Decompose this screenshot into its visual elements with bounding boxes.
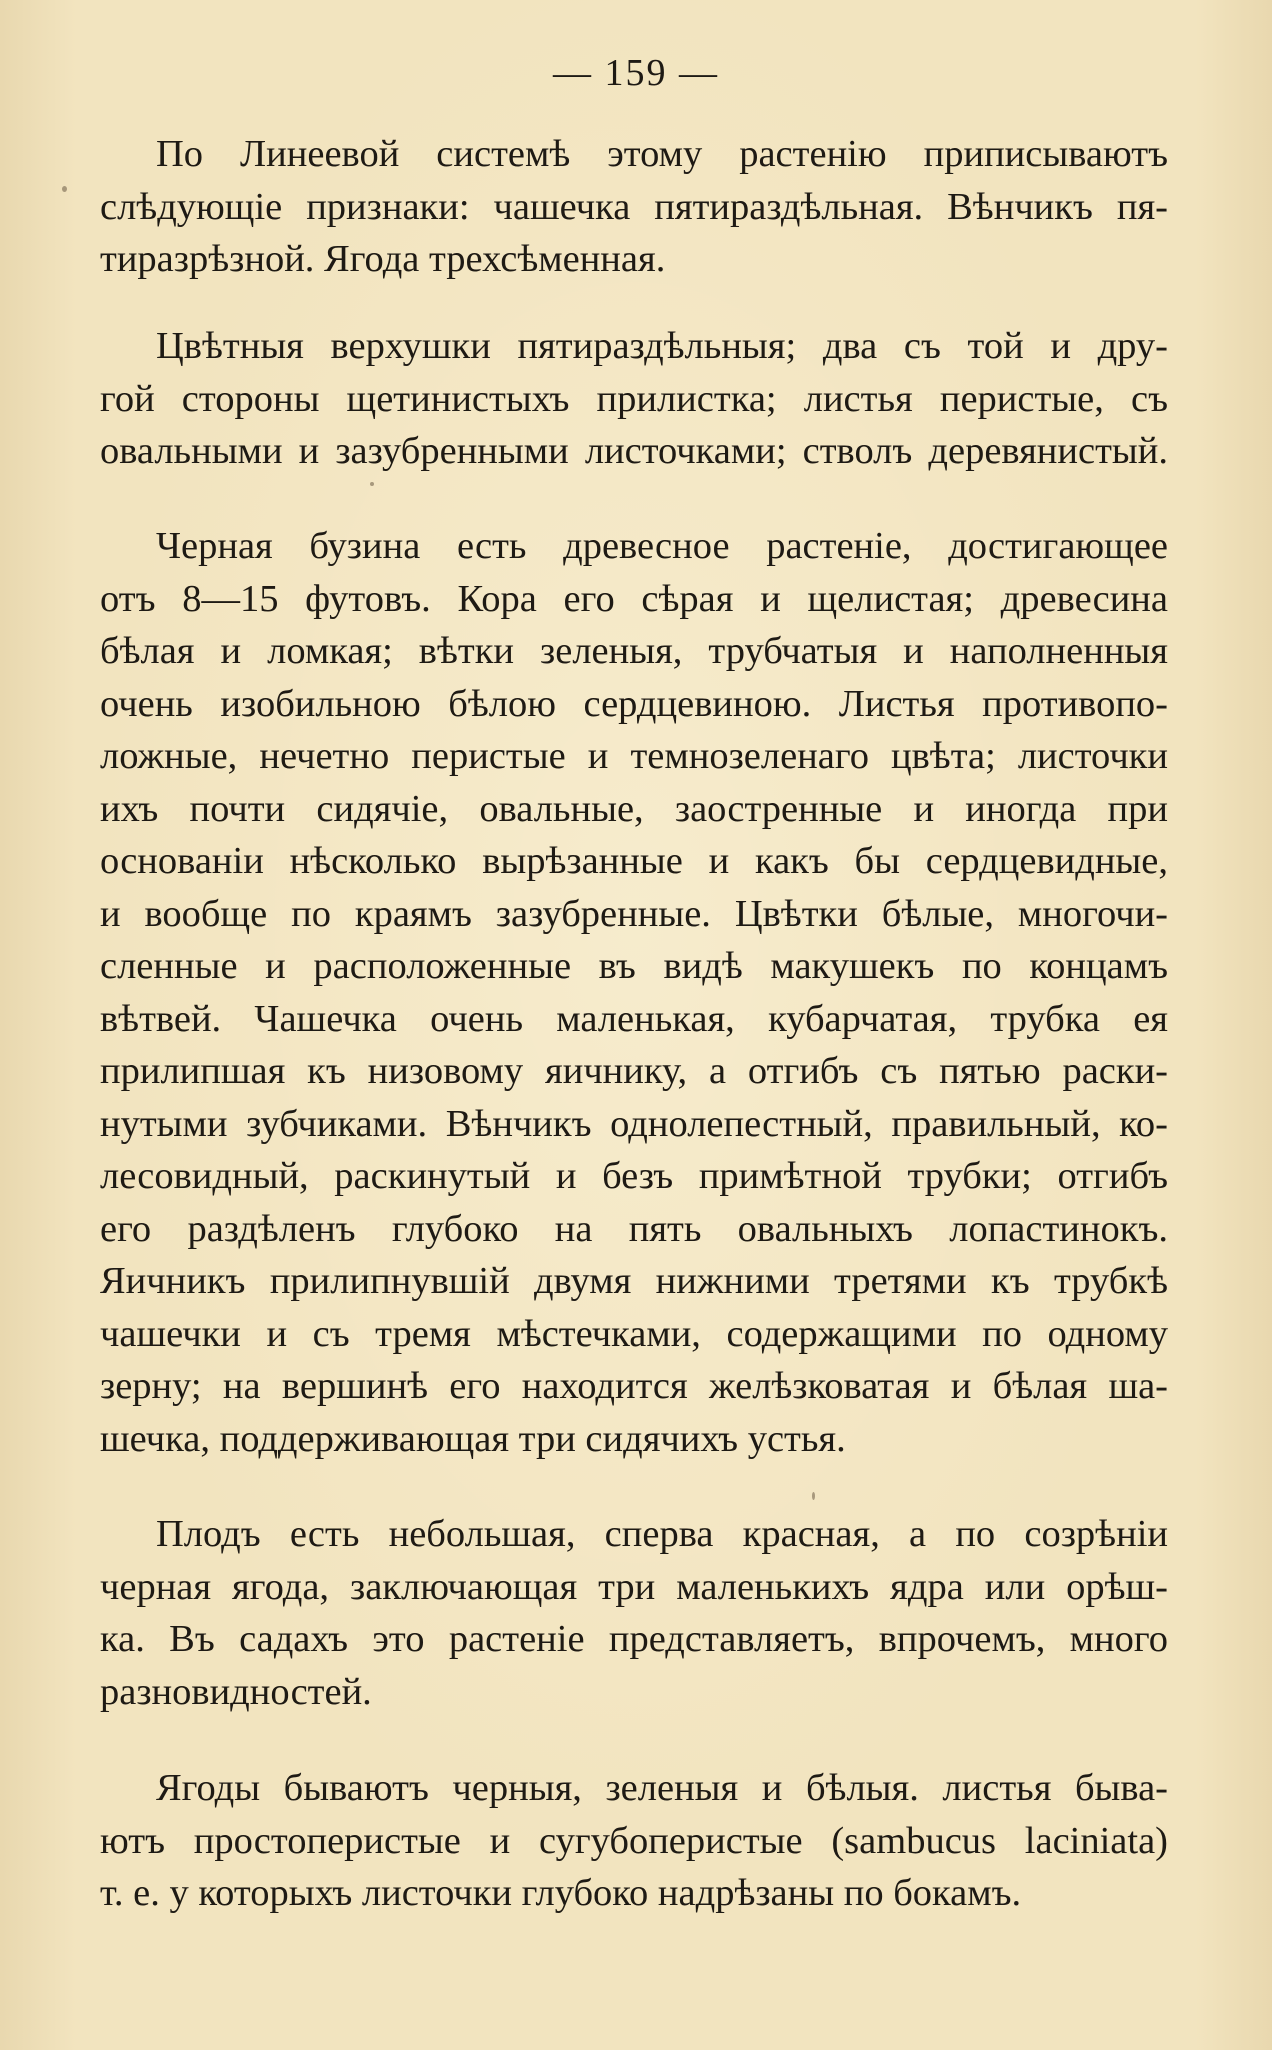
text-line: отъ 8—15 футовъ. Кора его сѣрая и щелистая; древесина bbox=[100, 577, 1168, 620]
text-line: Черная бузина есть древесное растеніе, достигающее bbox=[156, 525, 1168, 567]
text-line: ихъ почти сидячіе, овальные, заостренные и иногда при bbox=[100, 787, 1168, 830]
paper-speck bbox=[370, 482, 374, 486]
text-line: чашечки и съ тремя мѣстечками, содержащими по одному bbox=[100, 1312, 1168, 1355]
text-line: овальными и зазубренными листочками; стволъ деревянистый. bbox=[100, 430, 1168, 472]
paragraph-4 bbox=[100, 1508, 1168, 1718]
paragraph-5 bbox=[100, 1762, 1168, 1920]
text-line: основаніи нѣсколько вырѣзанные и какъ бы сердцевидные, bbox=[100, 840, 1168, 882]
text-line: его раздѣленъ глубоко на пять овальныхъ лопастинокъ. bbox=[100, 1207, 1168, 1250]
text-line: тиразрѣзной. Ягода трехсѣменная. bbox=[100, 238, 666, 280]
text-line: сленные и расположенные въ видѣ макушекъ по концамъ bbox=[100, 945, 1168, 987]
text-line: По Линеевой системѣ этому растенію приписываютъ bbox=[156, 133, 1168, 175]
text-line: ложные, нечетно перистые и темнозеленаго цвѣта; листочки bbox=[100, 735, 1168, 777]
text-line: зерну; на вершинѣ его находится желѣзковатая и бѣлая ша- bbox=[100, 1365, 1168, 1407]
page-number: — 159 — bbox=[553, 52, 719, 94]
paragraph-1 bbox=[100, 128, 1168, 286]
text-line: прилипшая къ низовому яичнику, а отгибъ съ пятью раски- bbox=[100, 1050, 1168, 1092]
text-line: черная ягода, заключающая три маленькихъ ядра или орѣш- bbox=[100, 1565, 1168, 1608]
text-line: Плодъ есть небольшая, сперва красная, а по созрѣніи bbox=[156, 1513, 1168, 1555]
text-line: и вообще по краямъ зазубренные. Цвѣтки бѣлые, многочи- bbox=[100, 892, 1168, 935]
paper-speck bbox=[812, 1492, 815, 1500]
text-line: шечка, поддерживающая три сидячихъ устья. bbox=[100, 1417, 846, 1460]
text-line: разновидностей. bbox=[100, 1670, 372, 1713]
text-line: бѣлая и ломкая; вѣтки зеленыя, трубчатыя и наполненныя bbox=[100, 630, 1168, 672]
text-line: очень изобильною бѣлою сердцевиною. Листья противопо- bbox=[100, 682, 1168, 725]
text-line: слѣдующіе признаки: чашечка пятираздѣльная. Вѣнчикъ пя- bbox=[100, 185, 1168, 228]
text-line: лесовидный, раскинутый и безъ примѣтной трубки; отгибъ bbox=[100, 1155, 1168, 1197]
text-line: ютъ простоперистые и сугубоперистые (sambucus laciniata) bbox=[100, 1819, 1168, 1862]
text-line: т. е. у которыхъ листочки глубоко надрѣзаны по бокамъ. bbox=[100, 1872, 1022, 1914]
paper-speck bbox=[62, 186, 67, 192]
text-line: гой стороны щетинистыхъ прилистка; листья перистые, съ bbox=[100, 377, 1168, 420]
text-line: нутыми зубчиками. Вѣнчикъ однолепестный, правильный, ко- bbox=[100, 1102, 1168, 1145]
text-line: вѣтвей. Чашечка очень маленькая, кубарчатая, трубка ея bbox=[100, 997, 1168, 1040]
text-line: ка. Въ садахъ это растеніе представляетъ, впрочемъ, много bbox=[100, 1618, 1168, 1660]
text-line: Цвѣтныя верхушки пятираздѣльныя; два съ той и дру- bbox=[156, 325, 1168, 367]
paragraph-3 bbox=[100, 520, 1168, 1465]
paragraph-2 bbox=[100, 320, 1168, 478]
text-line: Яичникъ прилипнувшій двумя нижними третями къ трубкѣ bbox=[100, 1260, 1168, 1302]
text-line: Ягоды бываютъ черныя, зеленыя и бѣлыя. листья быва- bbox=[156, 1767, 1168, 1809]
